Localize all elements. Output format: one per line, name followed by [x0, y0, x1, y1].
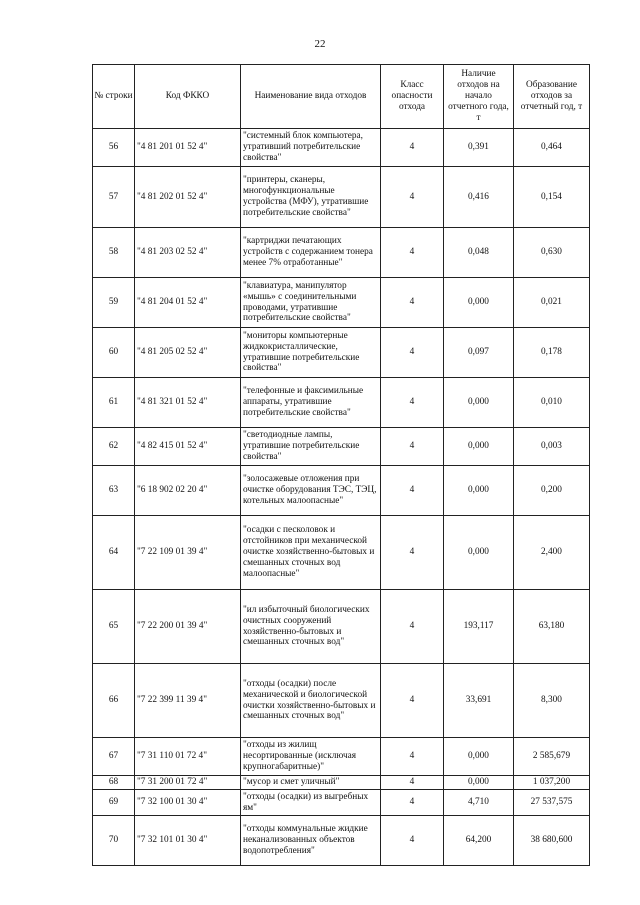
- waste-name-cell: "телефонные и факсимильные аппараты, утратившие потребительские свойства": [241, 378, 381, 428]
- hazard-class-cell: 4: [381, 328, 444, 378]
- waste-name-cell: "ил избыточный биологических очистных сооружений хозяйственно-бытовых и смешанных сточных вод": [241, 590, 381, 664]
- waste-name-cell: "отходы (осадки) из выгребных ям": [241, 790, 381, 816]
- generated-amount-cell: 1 037,200: [514, 776, 590, 790]
- hazard-class-cell: 4: [381, 516, 444, 590]
- fkko-code-cell: "7 32 101 01 30 4": [135, 816, 241, 866]
- waste-name-cell: "золосажевые отложения при очистке оборудования ТЭС, ТЭЦ, котельных малоопасные": [241, 466, 381, 516]
- start-amount-cell: 0,048: [444, 228, 514, 278]
- table-row: [93, 378, 590, 428]
- hazard-class-cell: 4: [381, 428, 444, 466]
- header-row-no: № строки: [93, 65, 135, 129]
- start-amount-cell: 64,200: [444, 816, 514, 866]
- header-name: Наименование вида отходов: [241, 65, 381, 129]
- generated-amount-cell: 0,464: [514, 129, 590, 167]
- fkko-code-cell: "4 81 203 02 52 4": [135, 228, 241, 278]
- fkko-code-cell: "4 81 321 01 52 4": [135, 378, 241, 428]
- hazard-class-cell: 4: [381, 129, 444, 167]
- row-number-cell: 70: [93, 816, 135, 866]
- fkko-code-cell: "7 32 100 01 30 4": [135, 790, 241, 816]
- fkko-code-cell: "6 18 902 02 20 4": [135, 466, 241, 516]
- waste-name-cell: "осадки с песколовок и отстойников при механической очистке хозяйственно-бытовых и смешанных сточных вод малоопасные": [241, 516, 381, 590]
- hazard-class-cell: 4: [381, 590, 444, 664]
- generated-amount-cell: 0,003: [514, 428, 590, 466]
- start-amount-cell: 0,000: [444, 466, 514, 516]
- start-amount-cell: 0,416: [444, 167, 514, 228]
- page-number: 22: [314, 38, 326, 50]
- hazard-class-cell: 4: [381, 228, 444, 278]
- start-amount-cell: 0,000: [444, 378, 514, 428]
- generated-amount-cell: 38 680,600: [514, 816, 590, 866]
- fkko-code-cell: "7 31 110 01 72 4": [135, 738, 241, 776]
- start-amount-cell: 0,000: [444, 278, 514, 328]
- table-row: [93, 738, 590, 776]
- waste-name-cell: "системный блок компьютера, утративший потребительские свойства": [241, 129, 381, 167]
- start-amount-cell: 0,000: [444, 776, 514, 790]
- generated-amount-cell: 2 585,679: [514, 738, 590, 776]
- table-row: [93, 590, 590, 664]
- fkko-code-cell: "4 81 201 01 52 4": [135, 129, 241, 167]
- fkko-code-cell: "7 22 109 01 39 4": [135, 516, 241, 590]
- row-number-cell: 66: [93, 664, 135, 738]
- hazard-class-cell: 4: [381, 278, 444, 328]
- start-amount-cell: 0,391: [444, 129, 514, 167]
- table-row: [93, 278, 590, 328]
- header-code: Код ФККО: [135, 65, 241, 129]
- row-number-cell: 65: [93, 590, 135, 664]
- waste-name-cell: "мониторы компьютерные жидкокристаллические, утратившие потребительские свойства": [241, 328, 381, 378]
- table-header-row: [93, 65, 590, 129]
- waste-name-cell: "картриджи печатающих устройств с содержанием тонера менее 7% отработанные": [241, 228, 381, 278]
- table-row: [93, 466, 590, 516]
- start-amount-cell: 0,000: [444, 738, 514, 776]
- table-row: [93, 816, 590, 866]
- row-number-cell: 62: [93, 428, 135, 466]
- fkko-code-cell: "7 22 399 11 39 4": [135, 664, 241, 738]
- waste-name-cell: "отходы (осадки) после механической и биологической очистки хозяйственно-бытовых и смешанных сточных вод": [241, 664, 381, 738]
- row-number-cell: 56: [93, 129, 135, 167]
- header-generated: Образование отходов за отчетный год, т: [514, 65, 590, 129]
- generated-amount-cell: 0,021: [514, 278, 590, 328]
- waste-name-cell: "клавиатура, манипулятор «мышь» с соединительными проводами, утратившие потребительские свойства": [241, 278, 381, 328]
- hazard-class-cell: 4: [381, 664, 444, 738]
- start-amount-cell: 33,691: [444, 664, 514, 738]
- start-amount-cell: 0,000: [444, 428, 514, 466]
- fkko-code-cell: "7 22 200 01 39 4": [135, 590, 241, 664]
- header-hazard-class: Класс опасности отхода: [381, 65, 444, 129]
- table-row: [93, 428, 590, 466]
- generated-amount-cell: 63,180: [514, 590, 590, 664]
- hazard-class-cell: 4: [381, 776, 444, 790]
- table-row: [93, 129, 590, 167]
- generated-amount-cell: 0,630: [514, 228, 590, 278]
- row-number-cell: 63: [93, 466, 135, 516]
- hazard-class-cell: 4: [381, 790, 444, 816]
- row-number-cell: 68: [93, 776, 135, 790]
- fkko-code-cell: "4 82 415 01 52 4": [135, 428, 241, 466]
- generated-amount-cell: 0,154: [514, 167, 590, 228]
- start-amount-cell: 4,710: [444, 790, 514, 816]
- fkko-code-cell: "4 81 202 01 52 4": [135, 167, 241, 228]
- waste-name-cell: "отходы из жилищ несортированные (исключая крупногабаритные)": [241, 738, 381, 776]
- table-row: [93, 664, 590, 738]
- generated-amount-cell: 0,178: [514, 328, 590, 378]
- fkko-code-cell: "7 31 200 01 72 4": [135, 776, 241, 790]
- table-row: [93, 790, 590, 816]
- row-number-cell: 61: [93, 378, 135, 428]
- hazard-class-cell: 4: [381, 378, 444, 428]
- table-row: [93, 228, 590, 278]
- row-number-cell: 58: [93, 228, 135, 278]
- row-number-cell: 57: [93, 167, 135, 228]
- waste-name-cell: "мусор и смет уличный": [241, 776, 381, 790]
- header-start-amount: Наличие отходов на начало отчетного года, т: [444, 65, 514, 129]
- table-row: [93, 776, 590, 790]
- generated-amount-cell: 0,200: [514, 466, 590, 516]
- row-number-cell: 64: [93, 516, 135, 590]
- table-row: [93, 328, 590, 378]
- start-amount-cell: 0,000: [444, 516, 514, 590]
- waste-name-cell: "светодиодные лампы, утратившие потребительские свойства": [241, 428, 381, 466]
- fkko-code-cell: "4 81 205 02 52 4": [135, 328, 241, 378]
- generated-amount-cell: 8,300: [514, 664, 590, 738]
- waste-name-cell: "отходы коммунальные жидкие неканализованных объектов водопотребления": [241, 816, 381, 866]
- fkko-code-cell: "4 81 204 01 52 4": [135, 278, 241, 328]
- hazard-class-cell: 4: [381, 466, 444, 516]
- row-number-cell: 67: [93, 738, 135, 776]
- hazard-class-cell: 4: [381, 167, 444, 228]
- row-number-cell: 60: [93, 328, 135, 378]
- row-number-cell: 69: [93, 790, 135, 816]
- row-number-cell: 59: [93, 278, 135, 328]
- start-amount-cell: 0,097: [444, 328, 514, 378]
- generated-amount-cell: 2,400: [514, 516, 590, 590]
- table-row: [93, 516, 590, 590]
- start-amount-cell: 193,117: [444, 590, 514, 664]
- table-row: [93, 167, 590, 228]
- hazard-class-cell: 4: [381, 816, 444, 866]
- hazard-class-cell: 4: [381, 738, 444, 776]
- generated-amount-cell: 27 537,575: [514, 790, 590, 816]
- waste-name-cell: "принтеры, сканеры, многофункциональные устройства (МФУ), утратившие потребительские свойства": [241, 167, 381, 228]
- generated-amount-cell: 0,010: [514, 378, 590, 428]
- waste-table: [92, 64, 590, 866]
